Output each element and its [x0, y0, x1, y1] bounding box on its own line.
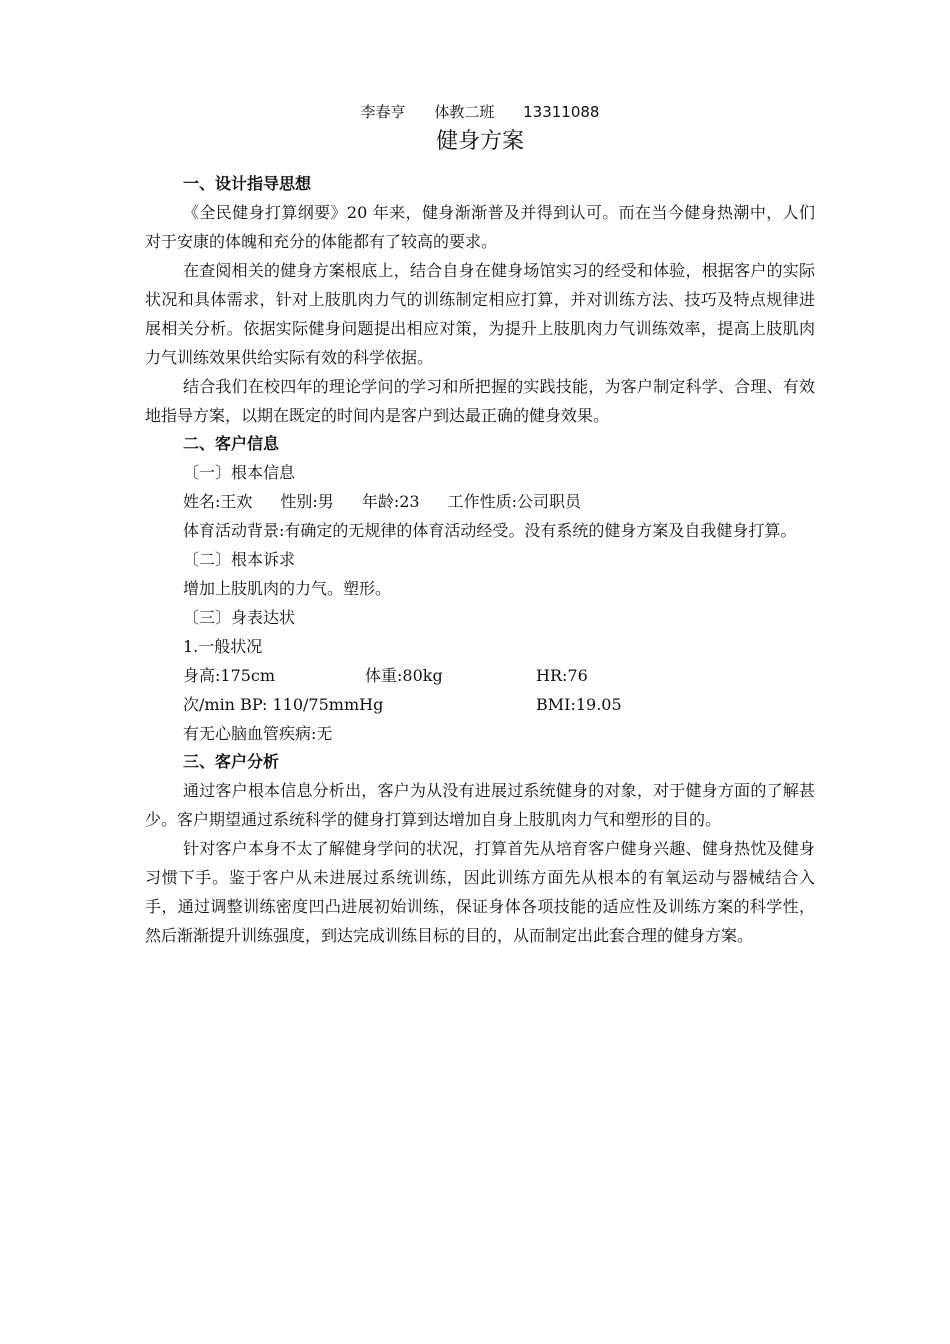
paragraph: 《全民健身打算纲要》20 年来，健身渐渐普及并得到认可。而在当今健身热潮中，人们对于安康的体魄和充分的体能都有了较高的要求。 — [145, 203, 815, 251]
client-age: 年龄:23 — [361, 492, 420, 511]
paragraph: 针对客户本身不太了解健身学问的状况，打算首先从培育客户健身兴趣、健身热忱及健身习惯下手。鉴于客户从未进展过系统训练，因此训练方面先从根本的有氧运动与器械结合入手，通过调整训练密度凹凸进展初始训练，保证身体各项技能的适应性及训练方案的科学性，然后渐渐提升训练强度，到达完成训练目标的目的，从而制定出此套合理的健身方案。 — [145, 839, 815, 945]
weight-value: 体重:80kg — [365, 666, 443, 685]
subsection-body-status: 〔三〕身表达状 — [183, 608, 296, 627]
section-heading-client-analysis: 三、客户分析 — [183, 752, 280, 771]
hr-value: HR:76 — [536, 666, 588, 685]
client-job: 工作性质:公司职员 — [447, 492, 581, 511]
client-basic-row — [145, 487, 815, 516]
sports-background: 体育活动背景:有确定的无规律的体育活动经受。没有系统的健身方案及自我健身打算。 — [183, 521, 797, 540]
body-metrics-row — [145, 661, 815, 690]
subsection-basic-info: 〔一〕根本信息 — [183, 463, 296, 482]
paragraph: 结合我们在校四年的理论学问的学习和所把握的实践技能，为客户制定科学、合理、有效地指导方案，以期在既定的时间内是客户到达最正确的健身效果。 — [145, 377, 815, 425]
document-title: 健身方案 — [435, 129, 524, 154]
student-id: 13311088 — [523, 103, 600, 121]
author-line — [145, 98, 815, 126]
bp-value: 次/min BP: 110/75mmHg — [183, 695, 384, 714]
client-gender: 性别:男 — [280, 492, 334, 511]
paragraph: 在查阅相关的健身方案根底上，结合自身在健身场馆实习的经受和体验，根据客户的实际状况和具体需求，针对上肢肌肉力气的训练制定相应打算，并对训练方法、技巧及特点规律进展相关分析。依据实际健身问题提出相应对策，为提升上肢肌肉力气训练效率，提高上肢肌肉力气训练效果供给实际有效的科学依据。 — [145, 261, 815, 367]
general-status-title: 1.一般状况 — [183, 637, 263, 656]
height-value: 身高:175cm — [183, 666, 276, 685]
paragraph: 通过客户根本信息分析出，客户为从没有进展过系统健身的对象，对于健身方面的了解甚少。客户期望通过系统科学的健身打算到达增加自身上肢肌肉力气和塑形的目的。 — [145, 781, 815, 829]
section-heading-design: 一、设计指导思想 — [183, 174, 312, 193]
document-page — [145, 98, 815, 950]
section-heading-client-info: 二、客户信息 — [183, 434, 280, 453]
client-name: 姓名:王欢 — [183, 492, 253, 511]
bmi-value: BMI:19.05 — [536, 695, 622, 714]
disease-status: 有无心脑血管疾病:无 — [183, 724, 333, 743]
subsection-demand: 〔二〕根本诉求 — [183, 550, 296, 569]
author-name: 李春亨 — [360, 103, 406, 121]
class-name: 体教二班 — [434, 103, 495, 121]
client-demand: 增加上肢肌肉的力气。塑形。 — [183, 579, 392, 598]
body-metrics-row — [145, 690, 815, 719]
